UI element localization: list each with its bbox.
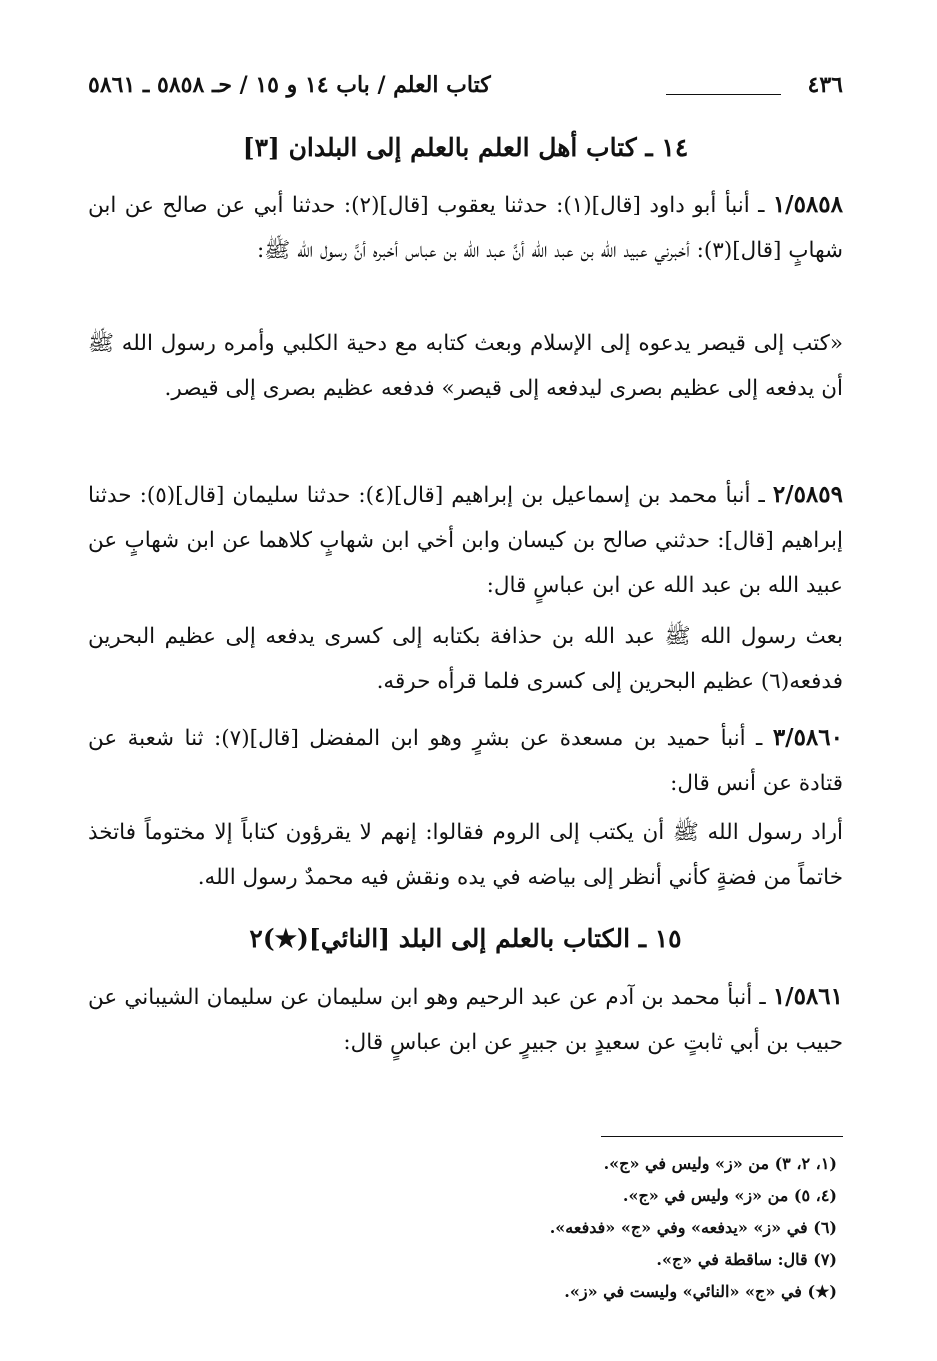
hadith-5859-matn: بعث رسول الله ﷺ عبد الله بن حذافة بكتابه إلى كسرى يدفعه إلى عظيم البحرين فدفعه(٦) عظيم البحرين إلى كسرى فلما قرأه حرقه. [88, 624, 843, 694]
hadith-5860-isnad [88, 715, 843, 806]
running-header [88, 72, 843, 112]
hadith-number: ٢/٥٨٥٩ [772, 481, 843, 508]
footnote: (٦) في «ز» «يدفعه» وفي «ج» «فدفعه». [549, 1218, 837, 1237]
footnote: (★) في «ج» «النائي» وليست في «ز». [564, 1282, 837, 1301]
hadith-5858-isnad [88, 182, 843, 273]
hadith-5859-isnad [88, 472, 843, 608]
hadith-isnad-text: ـ أنبأ محمد بن آدم عن عبد الرحيم وهو ابن سليمان عن سليمان الشيباني عن حبيب بن أبي ثابتٍ عن سعيدٍ بن جبيرٍ عن ابن عباسٍ قال: [88, 985, 843, 1055]
hadith-5858-matn: «كتب إلى قيصر يدعوه إلى الإسلام وبعث كتابه مع دحية الكلبي وأمره رسول الله ﷺ أن يدفعه إلى عظيم بصرى ليدفعه إلى قيصر» فدفعه عظيم بصرى إلى قيصر. [88, 331, 843, 401]
header-rule [666, 94, 781, 95]
hadith-isnad-text: ـ أنبأ أبو داود [قال](١): حدثنا يعقوب [قال](٢): حدثنا أبي عن صالح عن ابن شهابٍ [قال](٣): أخبرني عبيد الله بن عبد الله أنَّ عبد الله بن عباس أخبره أنَّ رسول الله ﷺ: [88, 193, 843, 263]
hadith-number: ١/٥٨٦١ [772, 983, 843, 1010]
footnote-rule [601, 1136, 843, 1137]
footnote: (١، ٢، ٣) من «ز» وليس في «ج». [603, 1154, 837, 1173]
footnotes [88, 1148, 837, 1308]
hadith-isnad-text: ـ أنبأ محمد بن إسماعيل بن إبراهيم [قال](٤): حدثنا سليمان [قال](٥): حدثنا إبراهيم [قال]: حدثني صالح بن كيسان وابن أخي ابن شهابٍ كلاهما عن ابن شهابٍ عن عبيد الله بن عبد الله عن ابن عباسٍ قال: [88, 483, 843, 598]
hadith-5861-isnad [88, 974, 843, 1065]
section-heading-15: ١٥ ـ الكتاب بالعلم إلى البلد [النائي](★)٢ [249, 924, 682, 953]
hadith-number: ٣/٥٨٦٠ [772, 724, 843, 751]
hadith-isnad-text: ـ أنبأ حميد بن مسعدة عن بشرٍ وهو ابن المفضل [قال](٧): ثنا شعبة عن قتادة عن أنس قال: [88, 726, 843, 796]
footnote: (٤، ٥) من «ز» وليس في «ج». [622, 1186, 837, 1205]
page-number: ٤٣٦ [807, 72, 843, 98]
hadith-5860-matn: أراد رسول الله ﷺ أن يكتب إلى الروم فقالوا: إنهم لا يقرؤون كتاباً إلا مختوماً فاتخذ خاتماً من فضةٍ كأني أنظر إلى بياضه في يده ونقش فيه محمدٌ رسول الله. [88, 820, 843, 890]
footnote: (٧) قال: ساقطة في «ج». [656, 1250, 837, 1269]
running-header-title: كتاب العلم / باب ١٤ و ١٥ / حـ ٥٨٥٨ ـ ٥٨٦١ [88, 72, 491, 98]
section-heading-14: ١٤ ـ كتاب أهل العلم بالعلم إلى البلدان [٣] [242, 133, 689, 162]
hadith-number: ١/٥٨٥٨ [772, 191, 843, 218]
